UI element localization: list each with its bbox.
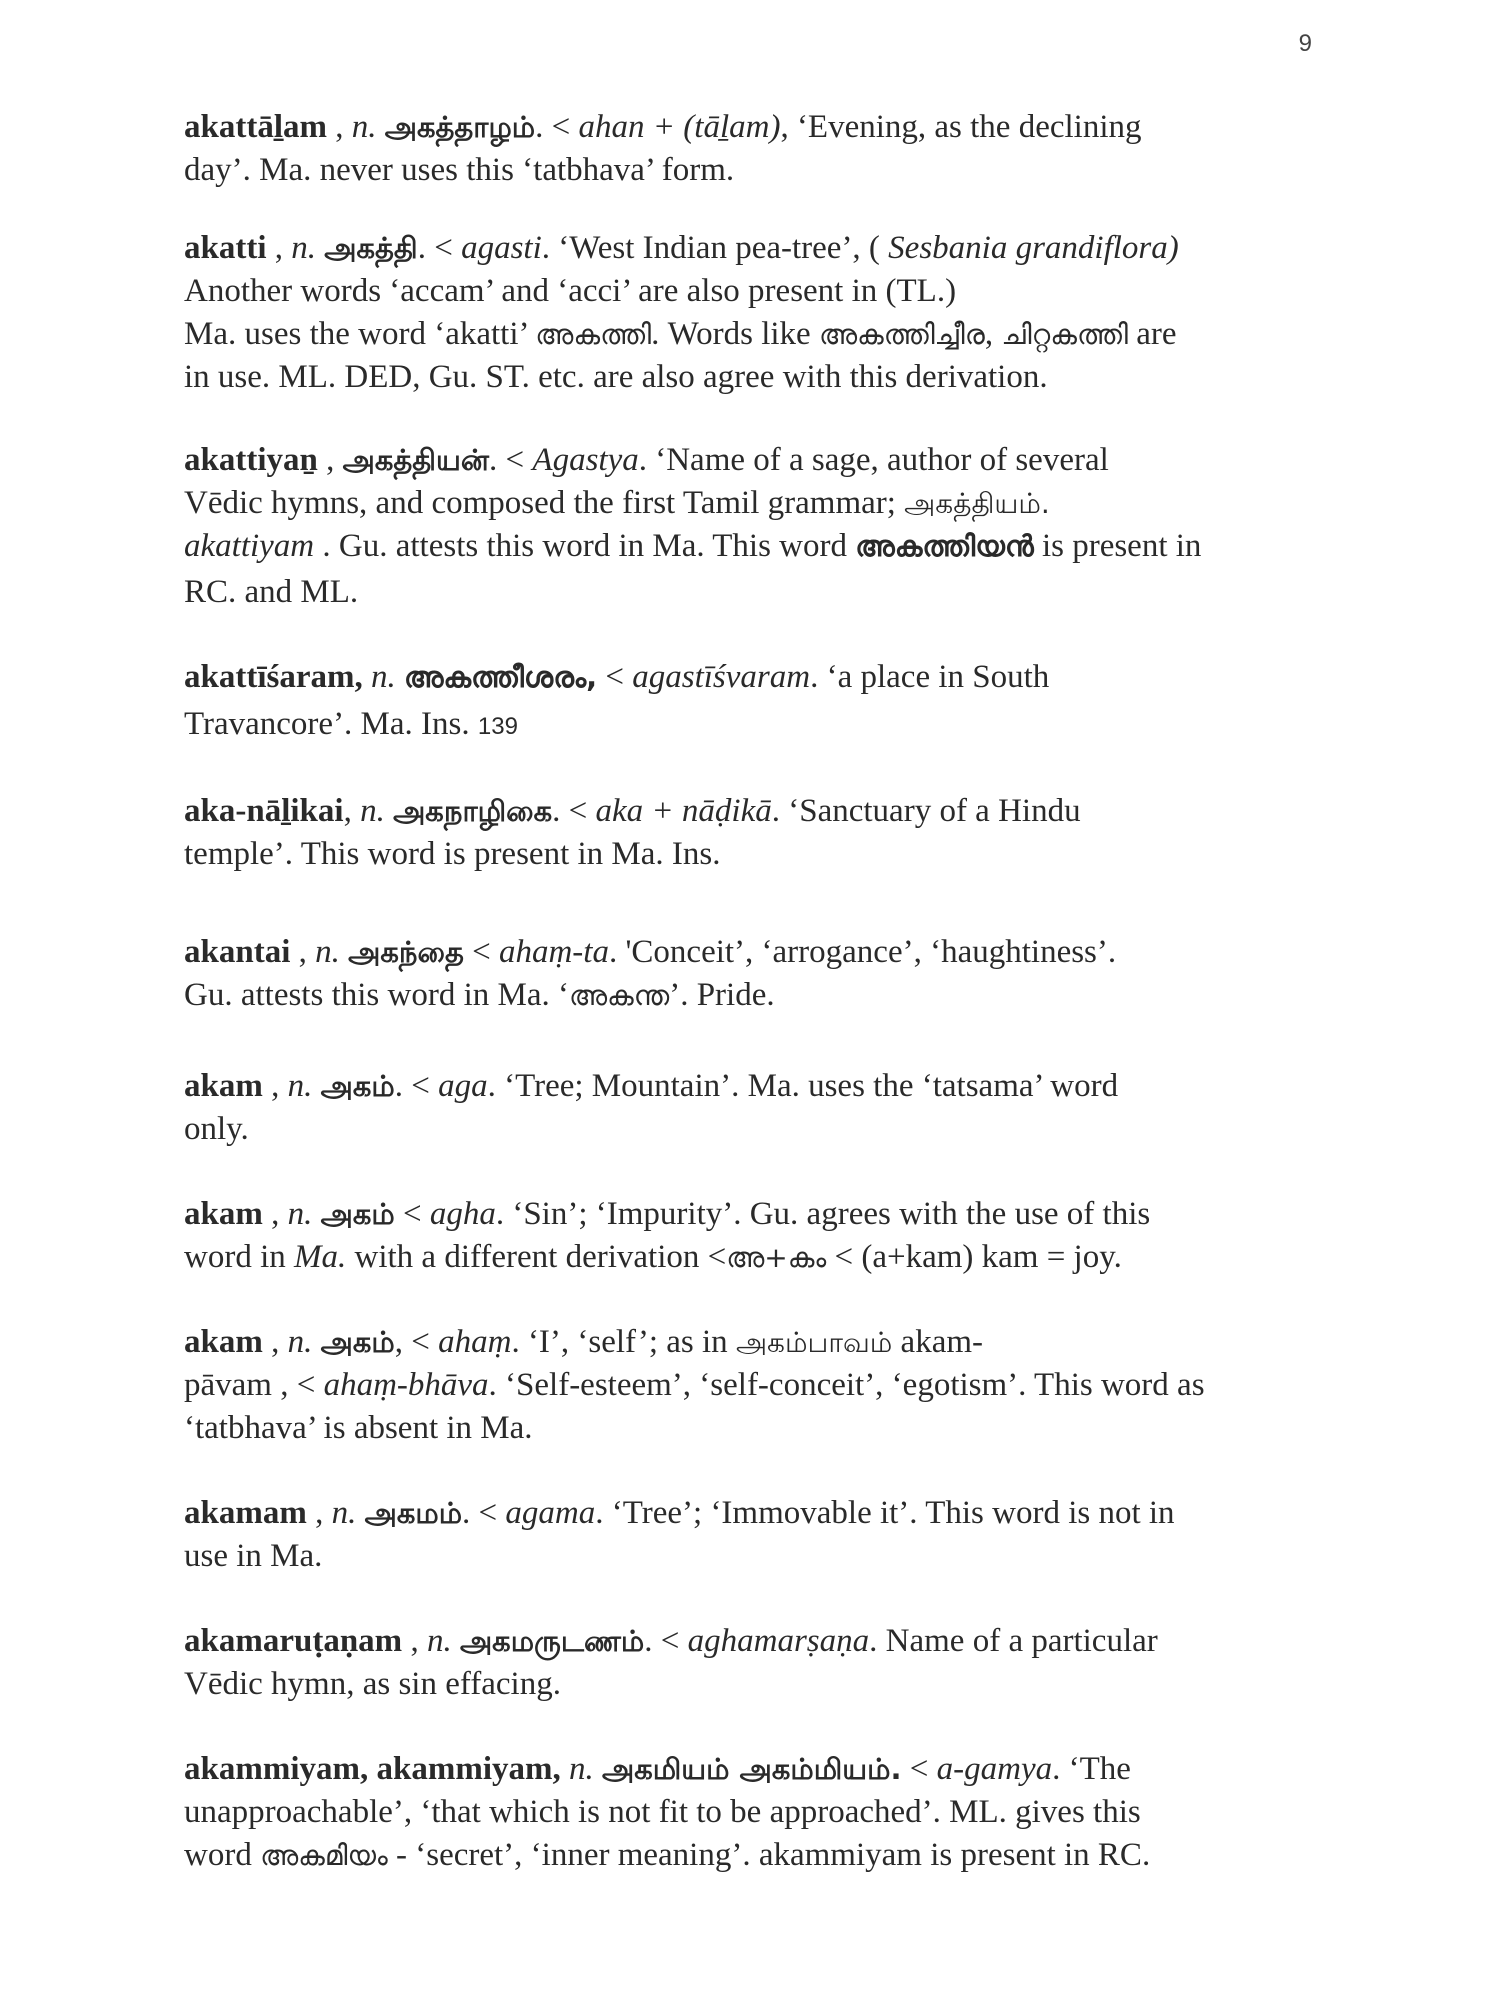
entry-line: Another words ‘accam’ and ‘acci’ are also present in (TL.) [184,273,957,309]
part-of-speech: n. [287,1196,313,1232]
text: < [597,659,633,695]
text: is present in [1033,528,1202,564]
text: akam- [892,1324,983,1360]
entry-akantai [184,931,1324,1017]
definition: . 'Conceit’, ‘arrogance’, ‘haughtiness’. [608,934,1117,970]
text: with a different derivation < [346,1239,727,1275]
malayalam-word: അകത്തി [535,318,652,351]
entry-akamarutanam [184,1620,1324,1706]
entry-line [184,1321,1324,1364]
entry-line [184,1065,1324,1108]
malayalam-word: അകത്തിച്ചീര [818,318,985,351]
definition: . ‘Tree’; ‘Immovable it’. This word is not in [595,1495,1175,1531]
text: , [262,1068,288,1104]
entry-line: RC. and ML. [184,574,359,610]
part-of-speech: n. [426,1623,452,1659]
entry-akammiyam [184,1748,1324,1877]
headword: aka-nāḻikai [184,793,344,829]
text: are [1128,316,1177,352]
tamil-word: அகமியம் அகம்மியம். [601,1752,902,1786]
entry-line: day’. Ma. never uses this ‘tatbhava’ form. [184,152,735,188]
tamil-word: அகம் [320,1069,395,1103]
text: < (a+kam) kam = joy. [826,1239,1122,1275]
headword: akam [184,1196,263,1232]
etymology: agastīśvaram [632,659,811,695]
entry-akattisaram [184,656,1324,748]
part-of-speech: n. [331,1495,357,1531]
text [312,1068,320,1104]
headword: akattāḻam [184,109,327,145]
headword: akamaruṭaṇam [184,1623,403,1659]
entry-line: only. [184,1111,249,1147]
part-of-speech: n. [360,793,385,829]
text [377,109,385,145]
text: , [290,934,316,970]
tamil-word: அகம் [320,1325,395,1359]
inscription-number: 139 [477,713,518,740]
text: . Words like [651,316,819,352]
malayalam-word: ചിറ്റകത്തി [1001,318,1128,351]
text [312,1196,320,1232]
text [363,659,371,695]
tamil-word: அகத்தி [324,231,418,265]
text: , [327,109,352,145]
entry-line [184,790,1324,833]
malayalam-word: അകത്തിയൻ [855,529,1034,563]
language-abbrev: Ma. [294,1239,347,1275]
part-of-speech: n. [287,1068,313,1104]
text [316,230,324,266]
transliteration: akattiyam [184,528,315,564]
headword: akattiyaṉ [184,442,318,478]
text [594,1751,602,1787]
scientific-name: Sesbania grandiflora) [888,230,1179,266]
entry-akattalam [184,106,1324,192]
tamil-word: அகந்தை [348,935,464,969]
text: . < [394,1068,439,1104]
malayalam-word: അകമിയം [260,1839,388,1872]
entry-line [184,1236,1324,1279]
part-of-speech: n. [287,1324,313,1360]
tamil-word: அகமருடணம் [459,1624,645,1658]
tamil-word: அகமம் [364,1496,463,1530]
text [340,934,348,970]
entry-line [184,1364,1324,1407]
definition: . ‘The [1052,1751,1131,1787]
entry-line [184,974,1324,1017]
malayalam-word: അകന്ത [568,979,670,1012]
entry-line [184,106,1324,149]
entry-line [184,482,1324,525]
etymology: Agastya [532,442,639,478]
part-of-speech: n. [370,659,396,695]
text: . < [552,793,596,829]
etymology: agasti [461,230,542,266]
text: pāvam , < [184,1367,324,1403]
etymology: agama [505,1495,596,1531]
definition: . ‘a place in South [810,659,1050,695]
text [356,1495,364,1531]
entry-line [184,1834,1324,1877]
etymology: ahan + (tāḻam) [578,109,781,145]
text: , [343,793,361,829]
text: . < [462,1495,506,1531]
headword: akantai [184,934,291,970]
text: , [306,1495,332,1531]
text: - ‘secret’, ‘inner meaning’. akammiyam is present in RC. [387,1837,1151,1873]
entry-akam-self [184,1321,1324,1450]
part-of-speech: n. [351,109,377,145]
text [396,659,404,695]
tamil-word: அகம்பாவம் [735,1326,893,1359]
text: . < [644,1623,688,1659]
text: . < [417,230,462,266]
definition: . ‘Tree; Mountain’. Ma. uses the ‘tatsama’ word [487,1068,1119,1104]
headword: akam [184,1068,263,1104]
entry-line [184,525,1324,568]
entry-akattiyan [184,439,1324,614]
etymology: ahaṃ-ta [498,934,609,970]
tamil-word: அகத்தியன் [342,443,490,477]
definition: . Name of a particular [869,1623,1158,1659]
text: . < [535,109,579,145]
tamil-word: அகத்தாழம் [384,110,536,144]
text: Ma. uses the word ‘akatti’ [184,316,536,352]
text: , [262,1324,288,1360]
malayalam-word: അകത്തീശരം, [403,660,598,694]
headword: akatti [184,230,267,266]
text: Gu. attests this word in Ma. ‘ [184,977,569,1013]
entry-line [184,227,1324,270]
etymology: a-gamya [936,1751,1053,1787]
entry-line [184,439,1324,482]
definition: . ‘Self-esteem’, ‘self-conceit’, ‘egotism’. This word as [488,1367,1205,1403]
entry-line [184,1620,1324,1663]
text [385,793,393,829]
text: ’. Pride. [669,977,775,1013]
entry-aka-nalikai [184,790,1324,876]
text: , [402,1623,427,1659]
text: , [266,230,292,266]
text: , [317,442,343,478]
etymology: aka + nāḍikā [595,793,772,829]
definition: , ‘Evening, as the declining [780,109,1142,145]
text: < [901,1751,937,1787]
headword: akattīśaram, [184,659,363,695]
entry-line [184,703,1324,748]
etymology: ahaṃ [438,1324,512,1360]
part-of-speech: n. [315,934,340,970]
text: < [394,1196,430,1232]
definition: . ‘Name of a sage, author of several [638,442,1109,478]
text: < [463,934,499,970]
text [312,1324,320,1360]
text: , < [394,1324,439,1360]
definition: . ‘I’, ‘self’; as in [511,1324,736,1360]
entry-line [184,931,1324,974]
definition: . ‘Sin’; ‘Impurity’. Gu. agrees with the use of this [495,1196,1151,1232]
etymology: ahaṃ-bhāva [323,1367,489,1403]
headword: akamam [184,1495,307,1531]
tamil-word: அகத்தியம். [904,487,1050,520]
tamil-word: அகநாழிகை [393,794,553,828]
definition: . ‘West Indian pea-tree’, ( [541,230,889,266]
entry-line: ‘tatbhava’ is absent in Ma. [184,1410,533,1446]
part-of-speech: n. [291,230,316,266]
entry-line [184,1748,1324,1791]
entry-list [184,106,1324,1877]
part-of-speech: n. [568,1751,594,1787]
entry-line [184,656,1324,699]
headword: akammiyam, akammiyam, [184,1751,561,1787]
entry-line: temple’. This word is present in Ma. Ins. [184,836,721,872]
text: word in [184,1239,294,1275]
text: , [984,316,1002,352]
etymology: agha [429,1196,496,1232]
definition: . ‘Sanctuary of a Hindu [771,793,1081,829]
tamil-word: அகம் [320,1197,395,1231]
entry-akam-tree [184,1065,1324,1151]
text: . Gu. attests this word in Ma. This word [314,528,856,564]
text: , [262,1196,288,1232]
entry-line: Vēdic hymn, as sin effacing. [184,1666,561,1702]
entry-akamam [184,1492,1324,1578]
headword: akam [184,1324,263,1360]
etymology: aga [438,1068,488,1104]
entry-akam-sin [184,1193,1324,1279]
entry-line [184,1492,1324,1535]
entry-line: use in Ma. [184,1538,323,1574]
text: Vēdic hymns, and composed the first Tamil grammar; [184,485,905,521]
etymology: aghamarṣaṇa [687,1623,870,1659]
malayalam-word: അ+കം [726,1241,827,1274]
text: . < [489,442,533,478]
text [561,1751,569,1787]
text: Travancore’. Ma. Ins. [184,706,478,742]
entry-akatti [184,227,1324,399]
entry-line: unapproachable’, ‘that which is not fit to be approached’. ML. gives this [184,1794,1141,1830]
text [452,1623,460,1659]
page-number: 9 [1298,30,1312,57]
entry-line [184,1193,1324,1236]
entry-line [184,313,1324,356]
text: word [184,1837,261,1873]
entry-line: in use. ML. DED, Gu. ST. etc. are also agree with this derivation. [184,359,1048,395]
